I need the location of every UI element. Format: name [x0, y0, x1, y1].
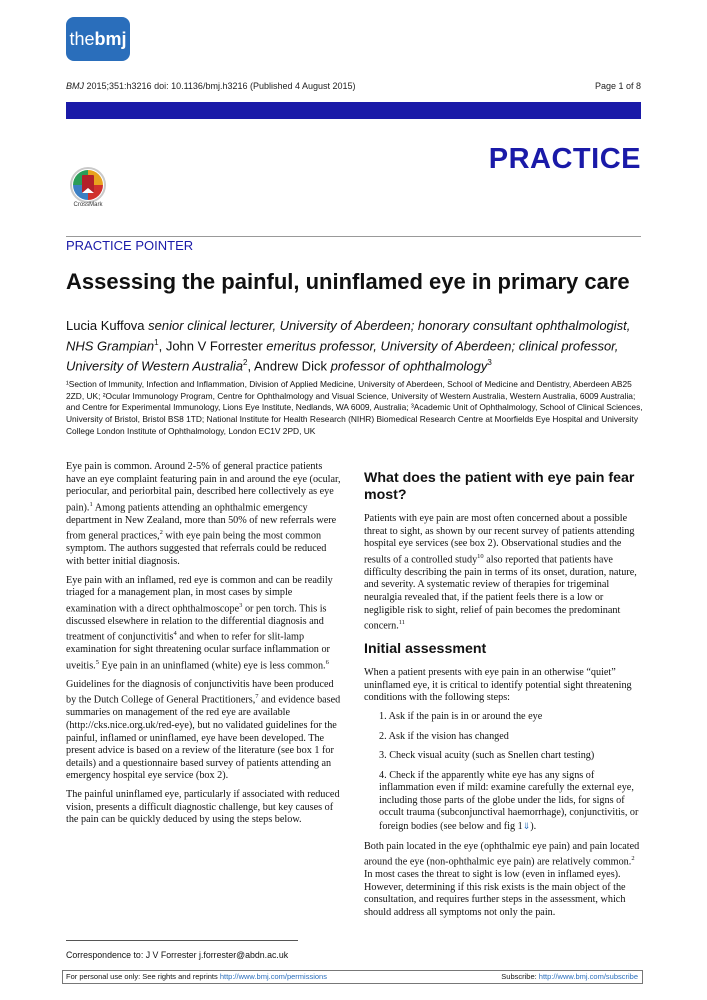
body-paragraph: Eye pain is common. Around 2-5% of general practice patients have an eye complaint featuring pain in and around the eye (ocular, periocular, and periorbital pain, described here collectively as eye pain).$^1$ Among patients attending an ophthalmic emergency department in New Zealand, more than 50% of new referrals were from general practices,$^2$ with eye pain being the most common symptom. The authors suggested that referrals could be reduced with better initial diagnosis. [66, 461, 341, 567]
journal-name: BMJ [66, 81, 84, 91]
bmj-logo[interactable] [66, 17, 130, 61]
author-role: professor of ophthalmology [330, 358, 488, 374]
author-sup: 2 [243, 358, 248, 368]
citation-line [66, 81, 356, 91]
left-column [66, 461, 343, 833]
footer-left: For personal use only: See rights and reprints http://www.bmj.com/permissions [66, 972, 327, 981]
section-heading-assessment: Initial assessment [364, 641, 487, 658]
logo-name: bmj [94, 29, 127, 49]
correspondence: Correspondence to: J V Forrester j.forrester@abdn.ac.uk [66, 950, 289, 960]
author-role: senior clinical lecturer, University of Aberdeen; honorary consultant ophthalmologist, NHS Grampian [66, 318, 631, 354]
affiliations: ¹Section of Immunity, Infection and Inflammation, Division of Applied Medicine, University of Aberdeen, School of Medicine and Dentistry, Aberdeen AB25 2ZD, UK; ²Ocular Immunology Program, Centre for Ophthalmology and Visual Science, University of Western Australia, Western Australia, 6009 Australia; and Centre for Experimental Immunology, Lions Eye Institute, Nedlands, WA 6009, Australia; ³Academic Unit of Ophthalmology, School of Clinical Sciences, University of Bristol, Bristol BS8 1TD; National Institute for Health Research (NIHR) Biomedical Research Centre at Moorfields Eye Hospital and University College London Institute of Ophthalmology, London EC1V 2PD, UK [66, 379, 643, 436]
author-sup: 1 [154, 338, 159, 347]
author-name: Lucia Kuffova [66, 318, 145, 333]
list-item: 2. Ask if the vision has changed [379, 730, 509, 742]
logo-prefix: the [69, 29, 95, 49]
body-paragraph: Patients with eye pain are most often concerned about a possible threat to sight, as shown by our recent survey of patients attending hospital eye services (see box 2). Observational studies and the results of a controlled study$^{10}$ also reported that patients have difficulty describing the pain in terms of its onset, duration, nature, and severity. A systematic review of therapies for trigeminal neuralgia revealed that, if the patient feels there is a low or negligible risk to sight, relief of pain becomes the predominant concern.$^{11}$ [364, 513, 637, 632]
section-heading: PRACTICE [488, 143, 641, 175]
body-paragraph: Eye pain with an inflamed, red eye is common and can be readily triaged for a management plan, in most cases by simple examination with a direct ophthalmoscope$^3$ or pen torch. This is discussed elsewhere in relation to the differential diagnosis and treatment of conjunctivitis$^4$ and when to refer for slit-lamp examination for sight threatening ocular surface inflammation or uveitis.$^5$ Eye pain in an uninflamed (white) eye is less common.$^6$ [66, 574, 333, 672]
footer-right: Subscribe: http://www.bmj.com/subscribe [501, 972, 638, 981]
author-sup: 3 [487, 358, 492, 368]
permissions-link[interactable]: http://www.bmj.com/permissions [219, 972, 327, 981]
author-name: Andrew Dick [253, 358, 327, 374]
crossmark-label: CrossMark [73, 202, 103, 208]
body-paragraph: Both pain located in the eye (ophthalmic eye pain) and pain located around the eye (non-ophthalmic eye pain) are relatively common.$^2$ In most cases the threat to sight is low (even in inflamed eyes). However, determining if this risk exists is the main object of the consultation, and requires further steps in the assessment, which should address all symptoms not only the pain. [364, 840, 640, 919]
section-heading-fear: What does the patient with eye pain fear most? [364, 470, 635, 503]
author-name: John V Forrester [165, 338, 263, 354]
citation-text: 2015;351:h3216 doi: 10.1136/bmj.h3216 (Published 4 August 2015) [84, 81, 356, 91]
subscribe-link[interactable]: http://www.bmj.com/subscribe [538, 972, 638, 981]
article-title: Assessing the painful, uninflamed eye in primary care [66, 269, 630, 294]
header-bar [66, 102, 641, 119]
list-item: 1. Ask if the pain is in or around the eye [379, 710, 543, 722]
article-type: PRACTICE POINTER [66, 238, 194, 253]
steps-list [364, 711, 641, 834]
author-list: Lucia Kuffova senior clinical lecturer, University of Aberdeen; honorary consultant ophthalmologist, NHS Grampian$^1$, John V Forrester emeritus professor, University of Aberdeen; clinical professor, University of Western Australia$^2$, Andrew Dick professor of ophthalmology$^3$ [66, 318, 631, 374]
page-number: Page 1 of 8 [594, 81, 641, 91]
footer [62, 970, 643, 984]
divider [66, 940, 298, 941]
body-paragraph: The painful uninflamed eye, particularly if associated with reduced vision, presents a difficult diagnostic challenge, but key causes of the pain can be quickly deduced by using the steps below. [66, 789, 340, 826]
list-item: 3. Check visual acuity (such as Snellen chart testing) [379, 750, 595, 762]
author-role: emeritus professor, University of Aberdeen; clinical professor, University of Western Australia [66, 338, 619, 374]
figure-link-icon[interactable]: ⇓ [522, 821, 531, 832]
divider [66, 236, 641, 237]
right-column [364, 470, 641, 926]
list-item: 4. Check if the apparently white eye has any signs of inflammation even if mild: examine carefully the external eye, including those parts of the globe under the lids, for signs of occult trauma (subconjunctival haemorrhage), conjunctivitis, or foreign bodies (see below and fig 1⇓). [379, 769, 639, 833]
body-paragraph: When a patient presents with eye pain in an otherwise “quiet” uninflamed eye, it is critical to identify potential sight threatening conditions with the following steps: [364, 667, 632, 704]
body-paragraph: Guidelines for the diagnosis of conjunctivitis have been produced by the Dutch College of General Practitioners,$^7$ and evidence based summaries on management of the red eye are available (http://cks.nice.org.uk/red-eye), but no validated guidelines for the painful, inflamed or uninflamed, eye have been developed. The present advice is based on a review of the literature (see box 1 for details) and a questionnaire based survey of patients attending an emergency hospital eye service (box 2). [66, 678, 341, 782]
